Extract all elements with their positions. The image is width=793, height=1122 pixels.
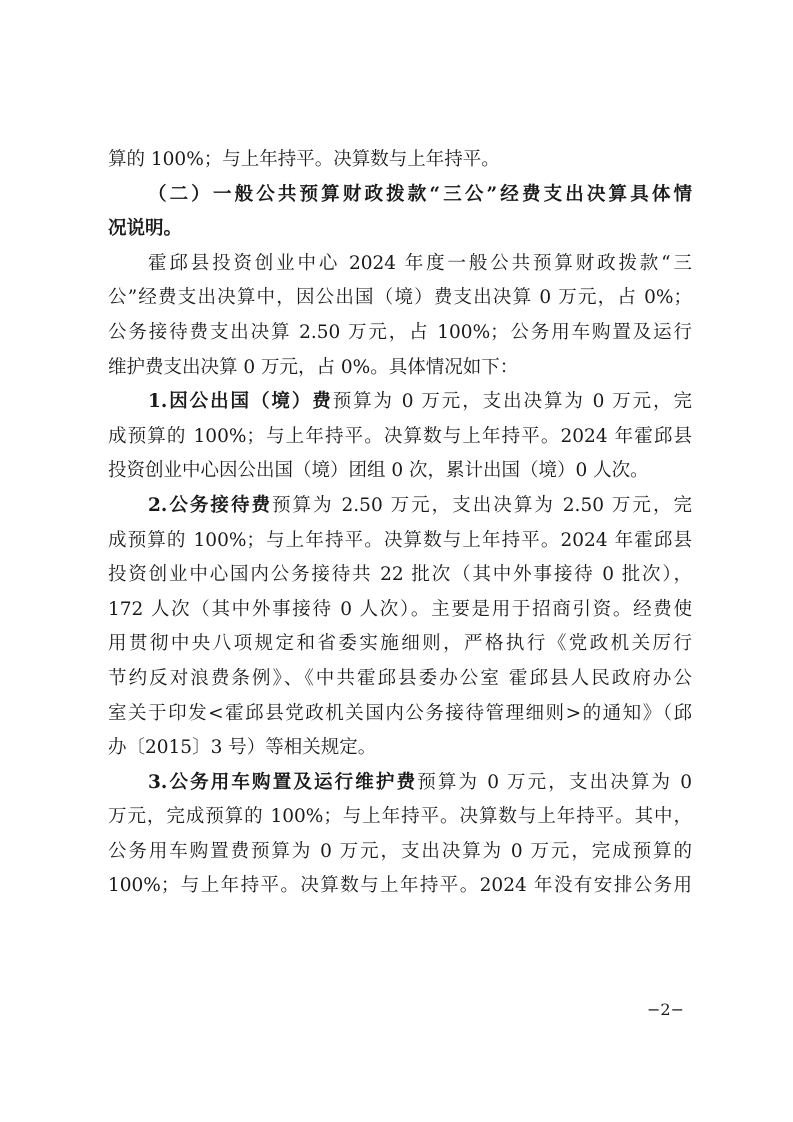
paragraph-line: 维护费支出决算 0 万元，占 0%。具体情况如下： [108,356,519,378]
paragraph-line: 投资创业中心因公出国（境）团组 0 次，累计出国（境）0 人次。 [108,460,649,482]
section-heading-line: （二）一般公共预算财政拨款“三公”经费支出决算具体情 [148,183,692,205]
item-3-heading: 3.公务用车购置及运行维护费 [148,771,418,793]
item-2-heading: 2.公务接待费 [148,494,273,516]
paragraph-line: 公务用车购置费预算为 0 万元，支出决算为 0 万元，完成预算的 [108,840,692,862]
paragraph-line: 办〔2015〕3 号）等相关规定。 [108,737,377,759]
paragraph-line: 172 人次（其中外事接待 0 人次）。主要是用于招商引资。经费使 [108,598,692,620]
paragraph-line: 100%；与上年持平。决算数与上年持平。2024 年没有安排公务用 [108,875,692,897]
paragraph-line: 公务接待费支出决算 2.50 万元，占 100%；公务用车购置及运行 [108,321,692,343]
paragraph-line: 投资创业中心国内公务接待共 22 批次（其中外事接待 0 批次）， [108,564,692,586]
paragraph-line: 万元，完成预算的 100%；与上年持平。决算数与上年持平。其中， [108,806,692,828]
paragraph-line: 成预算的 100%；与上年持平。决算数与上年持平。2024 年霍邱县 [108,529,692,551]
paragraph-line: 成预算的 100%；与上年持平。决算数与上年持平。2024 年霍邱县 [108,425,692,447]
section-heading-line: 况说明。 [108,218,183,240]
paragraph-line: 节约反对浪费条例》、《中共霍邱县委办公室 霍邱县人民政府办公 [108,667,692,689]
paragraph-line: 用贯彻中央八项规定和省委实施细则，严格执行《党政机关厉行 [108,633,692,655]
item-2-text: 预算为 2.50 万元，支出决算为 2.50 万元，完 [272,494,692,516]
paragraph-line: 霍邱县投资创业中心 2024 年度一般公共预算财政拨款“三 [148,252,692,274]
paragraph-line: 室关于印发<霍邱县党政机关国内公务接待管理细则>的通知》（邱 [108,702,692,724]
item-1-heading: 1.因公出国（境）费 [148,391,333,413]
item-1-text: 预算为 0 万元，支出决算为 0 万元，完 [332,391,692,413]
document-body [108,143,692,904]
item-3-first-line [108,766,692,801]
item-3-text: 预算为 0 万元，支出决算为 0 [417,771,692,793]
page-number: −2− [647,1000,684,1019]
item-2-first-line [108,489,692,524]
paragraph-line: 公”经费支出决算中，因公出国（境）费支出决算 0 万元，占 0%； [108,287,692,309]
item-1-first-line [108,385,692,420]
paragraph-line: 算的 100%；与上年持平。决算数与上年持平。 [108,149,500,170]
